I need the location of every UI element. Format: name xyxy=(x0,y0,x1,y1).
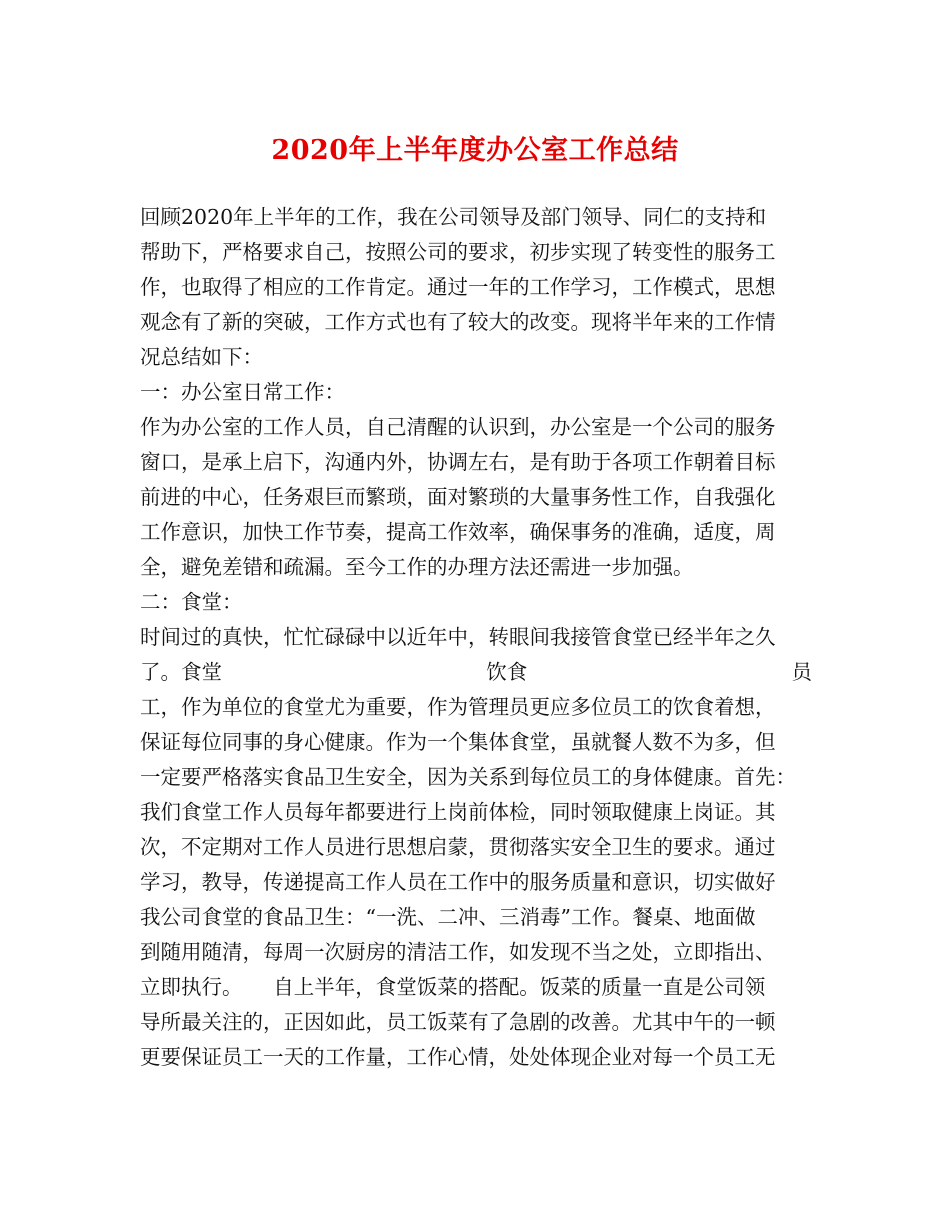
text-line: 次，不定期对工作人员进行思想启蒙，贯彻落实安全卫生的要求。通过 xyxy=(140,835,776,859)
section-heading-office: 一：办公室日常工作： xyxy=(140,380,345,404)
text-line: 学习，教导，传递提高工作人员在工作中的服务质量和意识，切实做好 xyxy=(140,870,776,894)
text-line: 更要保证员工一天的工作量，工作心情，处处体现企业对每一个员工无 xyxy=(140,1045,776,1069)
text-fragment: 了。食堂 xyxy=(140,660,222,684)
text-line: 前进的中心，任务艰巨而繁琐，面对繁琐的大量事务性工作，自我强化 xyxy=(140,485,776,509)
text-line: 工，作为单位的食堂尤为重要，作为管理员更应多位员工的饮食着想， xyxy=(140,695,776,719)
text-line: 作为办公室的工作人员，自己清醒的认识到，办公室是一个公司的服务 xyxy=(140,415,776,439)
text-line: 我们食堂工作人员每年都要进行上岗前体检，同时领取健康上岗证。其 xyxy=(140,800,776,824)
text-line: 我公司食堂的食品卫生：“一洗、二冲、三消毒”工作。餐桌、地面做 xyxy=(140,905,756,929)
justified-text-line xyxy=(140,655,812,690)
text-line: 窗口，是承上启下，沟通内外，协调左右，是有助于各项工作朝着目标 xyxy=(140,450,776,474)
text-fragment: 员 xyxy=(791,660,812,684)
text-line: 到随用随清，每周一次厨房的清洁工作，如发现不当之处，立即指出、 xyxy=(140,940,776,964)
text-line: 立即执行。 自上半年，食堂饭菜的搭配。饭菜的质量一直是公司领 xyxy=(140,975,766,999)
section-heading-canteen: 二：食堂： xyxy=(140,590,243,614)
document-body xyxy=(140,200,812,1075)
text-line: 帮助下，严格要求自己，按照公司的要求，初步实现了转变性的服务工 xyxy=(140,240,776,264)
text-line: 回顾2020年上半年的工作，我在公司领导及部门领导、同仁的支持和 xyxy=(140,205,767,229)
text-line: 保证每位同事的身心健康。作为一个集体食堂，虽就餐人数不为多，但 xyxy=(140,730,776,754)
text-line: 一定要严格落实食品卫生安全，因为关系到每位员工的身体健康。首先： xyxy=(140,765,796,789)
text-line: 作，也取得了相应的工作肯定。通过一年的工作学习，工作模式，思想 xyxy=(140,275,776,299)
text-line: 工作意识，加快工作节奏，提高工作效率，确保事务的准确，适度，周 xyxy=(140,520,776,544)
text-line: 时间过的真快，忙忙碌碌中以近年中，转眼间我接管食堂已经半年之久 xyxy=(140,625,776,649)
text-line: 全，避免差错和疏漏。至今工作的办理方法还需进一步加强。 xyxy=(140,555,694,579)
text-fragment: 饮食 xyxy=(486,660,528,684)
text-line: 况总结如下： xyxy=(140,345,263,369)
text-line: 观念有了新的突破，工作方式也有了较大的改变。现将半年来的工作情 xyxy=(140,310,776,334)
document-title: 2020年上半年度办公室工作总结 xyxy=(271,135,679,166)
text-line: 导所最关注的，正因如此，员工饭菜有了急剧的改善。尤其中午的一顿 xyxy=(140,1010,776,1034)
